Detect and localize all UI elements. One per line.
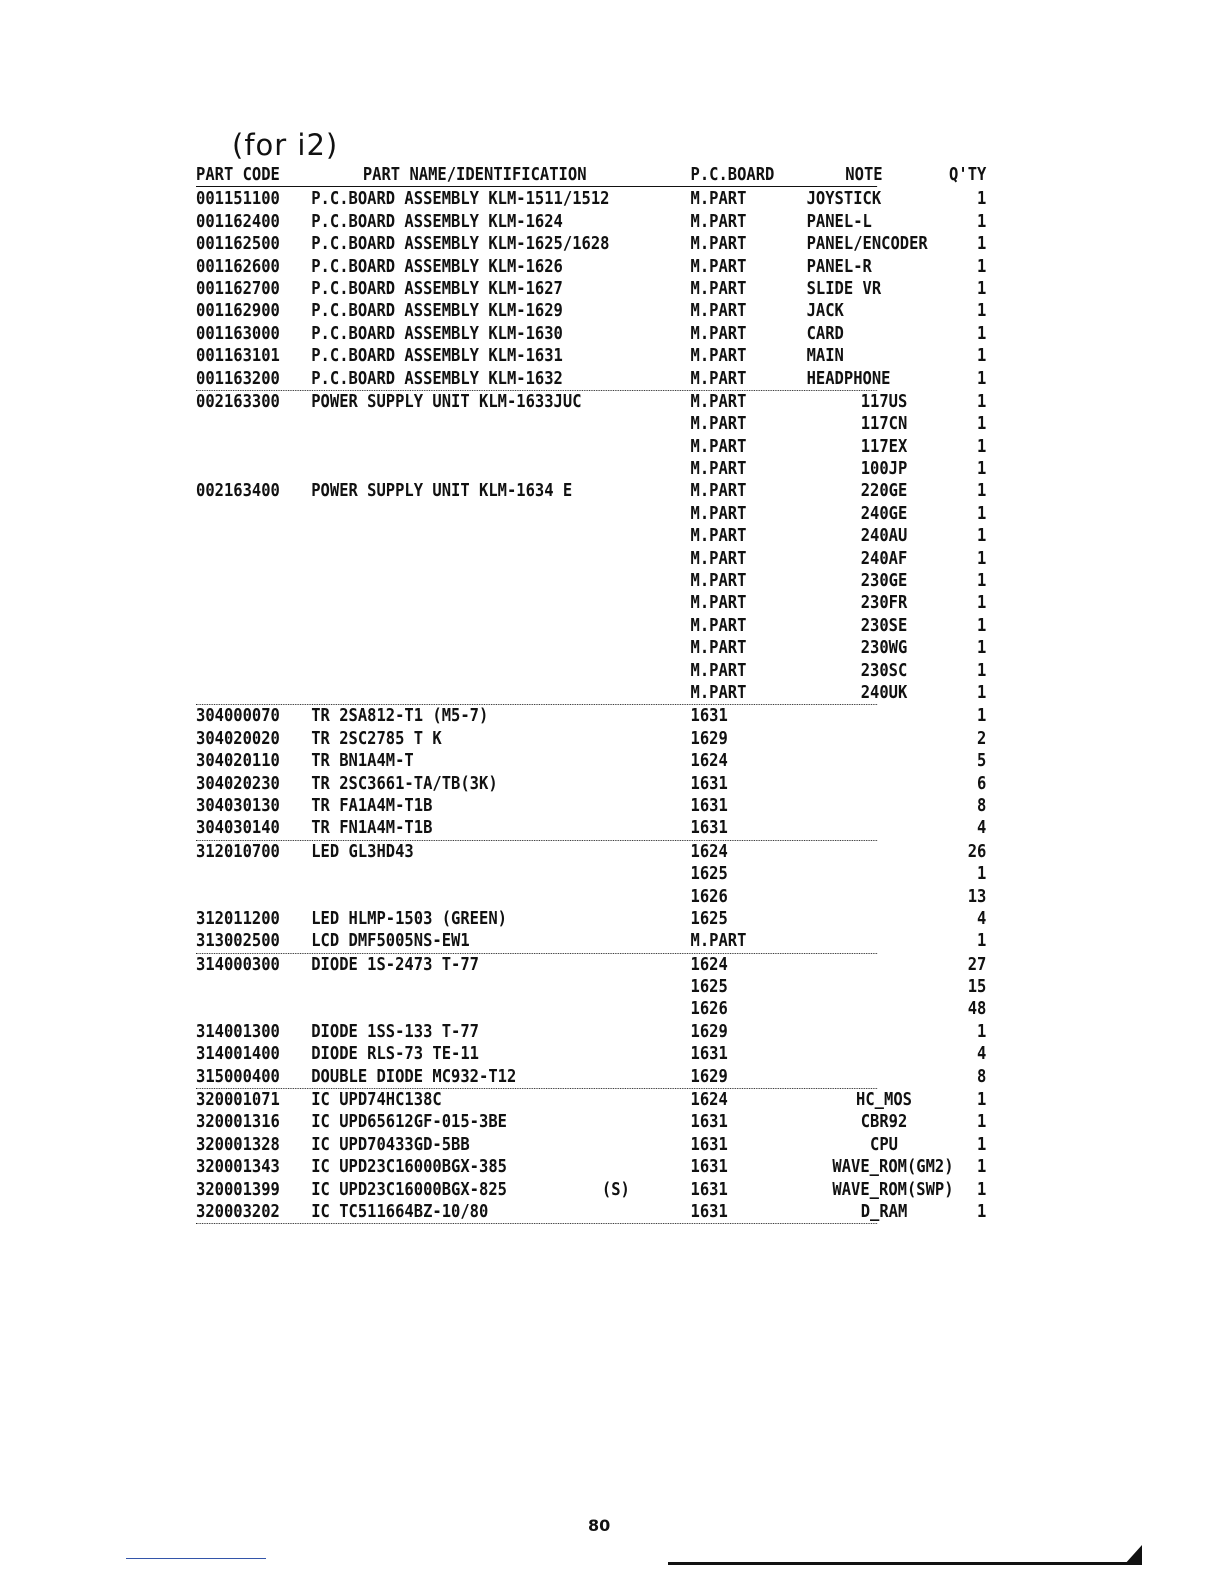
qty-cell: 1 (977, 435, 987, 457)
part-code-cell: 001163000 (196, 322, 280, 344)
table-row (196, 681, 987, 705)
part-name-cell: TR FA1A4M-T1B (311, 794, 433, 816)
qty-cell: 1 (977, 863, 987, 885)
part-code-cell: 320001399 (196, 1178, 280, 1200)
qty-cell: 8 (977, 1065, 987, 1087)
part-code-cell: 312011200 (196, 907, 280, 929)
part-name-cell: DIODE 1SS-133 T-77 (311, 1020, 480, 1042)
qty-cell: 8 (977, 794, 987, 816)
part-name-cell: P.C.BOARD ASSEMBLY KLM-1631 (311, 345, 563, 367)
qty-cell: 1 (977, 367, 987, 389)
qty-cell: 13 (967, 885, 987, 907)
note-cell: HEADPHONE (806, 367, 891, 389)
note-cell: SLIDE VR (806, 277, 882, 299)
qty-cell: 1 (977, 659, 987, 681)
part-name-cell: TR FN1A4M-T1B (311, 817, 433, 839)
qty-cell: 1 (977, 458, 987, 480)
table-row (196, 1020, 987, 1043)
part-code-cell: 304030130 (196, 794, 280, 816)
qty-cell: 1 (977, 705, 987, 727)
note-cell: PANEL-L (806, 210, 872, 232)
pc-board-cell: M.PART (690, 367, 747, 389)
pc-board-cell: M.PART (690, 188, 747, 210)
qty-cell: 4 (977, 817, 987, 839)
table-row (196, 188, 987, 210)
qty-cell: 1 (977, 300, 987, 322)
qty-cell: 1 (977, 322, 987, 344)
table-row (196, 367, 987, 391)
pc-board-cell: 1631 (690, 817, 728, 839)
pc-board-cell: M.PART (690, 659, 747, 681)
pc-board-cell: M.PART (690, 637, 747, 659)
note-cell: 230WG (860, 637, 908, 659)
part-name-cell: LCD DMF5005NS-EW1 (311, 930, 470, 952)
table-row (196, 794, 987, 817)
table-row (196, 750, 987, 772)
note-cell: JOYSTICK (806, 188, 882, 210)
qty-cell: 1 (977, 390, 987, 412)
pc-board-cell: 1631 (690, 1111, 728, 1133)
pc-board-cell: 1631 (690, 794, 728, 816)
qty-cell: 1 (977, 570, 987, 592)
note-cell: 117EX (860, 435, 908, 457)
note-cell: 240GE (860, 502, 908, 524)
qty-cell: 1 (977, 480, 987, 502)
header-note: NOTE (845, 164, 883, 185)
pc-board-cell: 1629 (690, 1020, 728, 1042)
part-name-cell: IC UPD65612GF-015-3BE (311, 1111, 507, 1133)
footer-rule-left (126, 1558, 266, 1559)
note-cell: D_RAM (860, 1200, 908, 1222)
table-row (196, 458, 987, 480)
part-code-cell: 312010700 (196, 840, 280, 862)
pc-board-cell: 1631 (690, 1156, 728, 1178)
table-row (196, 930, 987, 953)
table-row (196, 502, 987, 525)
pc-board-cell: M.PART (690, 525, 747, 547)
note-cell: CPU (870, 1133, 898, 1155)
qty-cell: 15 (967, 976, 987, 998)
table-header (196, 164, 987, 187)
part-code-cell: 304020020 (196, 727, 280, 749)
pc-board-cell: M.PART (690, 390, 747, 412)
part-name-cell: P.C.BOARD ASSEMBLY KLM-1511/1512 (311, 188, 610, 210)
note-cell: 100JP (860, 458, 908, 480)
part-code-cell: 001151100 (196, 188, 280, 210)
part-code-cell: 304020110 (196, 750, 280, 772)
pc-board-cell: 1624 (690, 840, 728, 862)
note-cell: CARD (806, 322, 844, 344)
qty-cell: 1 (977, 1020, 987, 1042)
pc-board-cell: M.PART (690, 480, 747, 502)
table-row (196, 1065, 987, 1089)
qty-cell: 1 (977, 930, 987, 952)
table-row (196, 727, 987, 750)
qty-cell: 1 (977, 255, 987, 277)
pc-board-cell: 1631 (690, 772, 728, 794)
qty-cell: 27 (967, 953, 987, 975)
pc-board-cell: M.PART (690, 413, 747, 435)
note-cell: PANEL/ENCODER (806, 233, 928, 255)
note-cell: CBR92 (860, 1111, 908, 1133)
pc-board-cell: 1625 (690, 863, 728, 885)
note-cell: WAVE_ROM(SWP) (832, 1178, 954, 1200)
note-cell: 117US (860, 390, 908, 412)
pc-board-cell: M.PART (690, 614, 747, 636)
qty-cell: 1 (977, 1089, 987, 1111)
note-cell: 117CN (860, 413, 908, 435)
part-code-cell: 001163200 (196, 367, 280, 389)
table-row (196, 547, 987, 570)
part-name-cell: DIODE 1S-2473 T-77 (311, 953, 480, 975)
note-cell: 240AF (860, 547, 908, 569)
part-code-cell: 320001071 (196, 1089, 280, 1111)
note-cell: HC_MOS (856, 1089, 912, 1111)
table-row (196, 345, 987, 367)
table-row (196, 659, 987, 682)
pc-board-cell: 1631 (690, 1043, 728, 1065)
part-code-cell: 001162500 (196, 233, 280, 255)
note-cell: PANEL-R (806, 255, 872, 277)
page-number: 80 (588, 1516, 611, 1535)
part-name-cell: TR 2SC2785 T K (311, 727, 442, 749)
qty-cell: 2 (977, 727, 987, 749)
table-row (196, 592, 987, 614)
part-code-cell: 001162700 (196, 277, 280, 299)
part-code-cell: 320001316 (196, 1111, 280, 1133)
pc-board-cell: 1631 (690, 1178, 728, 1200)
qty-cell: 1 (977, 1111, 987, 1133)
part-name-cell: DIODE RLS-73 TE-11 (311, 1043, 480, 1065)
part-code-cell: 320001328 (196, 1133, 280, 1155)
pc-board-cell: M.PART (690, 547, 747, 569)
part-name-cell: P.C.BOARD ASSEMBLY KLM-1627 (311, 277, 563, 299)
note-cell: 240AU (860, 525, 908, 547)
qty-cell: 1 (977, 637, 987, 659)
part-code-cell: 304000070 (196, 705, 280, 727)
part-code-cell: 320001343 (196, 1156, 280, 1178)
section-title: (for i2) (232, 128, 339, 162)
pc-board-cell: 1624 (690, 1089, 728, 1111)
part-code-cell: 304030140 (196, 817, 280, 839)
part-code-cell: 304020230 (196, 772, 280, 794)
part-code-cell: 313002500 (196, 930, 280, 952)
table-row (196, 863, 987, 885)
table-row (196, 480, 987, 502)
pc-board-cell: 1625 (690, 976, 728, 998)
table-row (196, 1111, 987, 1133)
part-name-cell: IC UPD23C16000BGX-385 (311, 1156, 507, 1178)
pc-board-cell: M.PART (690, 435, 747, 457)
pc-board-cell: 1629 (690, 1065, 728, 1087)
qty-cell: 1 (977, 1156, 987, 1178)
part-name-cell: LED HLMP-1503 (GREEN) (311, 907, 507, 929)
pc-board-cell: M.PART (690, 930, 747, 952)
table-row (196, 817, 987, 840)
parts-table (196, 164, 988, 1224)
table-row (196, 614, 987, 637)
table-row (196, 435, 987, 458)
pc-board-cell: 1626 (690, 998, 728, 1020)
qty-cell: 4 (977, 1043, 987, 1065)
note-cell: 230SC (860, 659, 908, 681)
footer-rule-right (668, 1562, 1140, 1565)
pc-board-cell: M.PART (690, 210, 747, 232)
pc-board-cell: M.PART (690, 458, 747, 480)
part-name-cell: P.C.BOARD ASSEMBLY KLM-1632 (311, 367, 563, 389)
table-row (196, 1178, 987, 1201)
table-row (196, 976, 987, 998)
part-code-cell: 314001300 (196, 1020, 280, 1042)
note-cell: 240UK (860, 681, 908, 703)
qty-cell: 1 (977, 1133, 987, 1155)
table-row (196, 953, 987, 976)
qty-cell: 1 (977, 592, 987, 614)
header-pc-board: P.C.BOARD (690, 164, 775, 185)
part-name-cell: IC UPD74HC138C (311, 1089, 442, 1111)
table-row (196, 525, 987, 547)
part-mark-cell: (S) (601, 1178, 630, 1200)
note-cell: WAVE_ROM(GM2) (832, 1156, 954, 1178)
qty-cell: 1 (977, 502, 987, 524)
part-name-cell: TR 2SA812-T1 (M5-7) (311, 705, 489, 727)
table-row (196, 233, 987, 255)
footer-wedge (1124, 1545, 1142, 1565)
qty-cell: 1 (977, 1200, 987, 1222)
table-row (196, 637, 987, 659)
pc-board-cell: 1624 (690, 750, 728, 772)
table-row (196, 998, 987, 1020)
qty-cell: 1 (977, 210, 987, 232)
part-name-cell: POWER SUPPLY UNIT KLM-1634 E (311, 480, 573, 502)
part-name-cell: P.C.BOARD ASSEMBLY KLM-1626 (311, 255, 563, 277)
table-row (196, 1200, 987, 1224)
note-cell: 230SE (860, 614, 908, 636)
part-name-cell: POWER SUPPLY UNIT KLM-1633JUC (311, 390, 582, 412)
header-qty: Q'TY (949, 164, 987, 185)
qty-cell: 1 (977, 525, 987, 547)
qty-cell: 1 (977, 614, 987, 636)
part-name-cell: P.C.BOARD ASSEMBLY KLM-1630 (311, 322, 563, 344)
part-name-cell: P.C.BOARD ASSEMBLY KLM-1625/1628 (311, 233, 610, 255)
table-row (196, 210, 987, 233)
qty-cell: 48 (967, 998, 987, 1020)
pc-board-cell: 1626 (690, 885, 728, 907)
pc-board-cell: M.PART (690, 300, 747, 322)
note-cell: JACK (806, 300, 844, 322)
part-name-cell: IC UPD70433GD-5BB (311, 1133, 470, 1155)
part-code-cell: 002163300 (196, 390, 280, 412)
table-row (196, 705, 987, 727)
pc-board-cell: M.PART (690, 277, 747, 299)
qty-cell: 1 (977, 547, 987, 569)
part-name-cell: P.C.BOARD ASSEMBLY KLM-1624 (311, 210, 563, 232)
table-row (196, 255, 987, 278)
qty-cell: 1 (977, 345, 987, 367)
qty-cell: 1 (977, 681, 987, 703)
part-name-cell: IC TC511664BZ-10/80 (311, 1200, 489, 1222)
pc-board-cell: 1625 (690, 907, 728, 929)
qty-cell: 1 (977, 1178, 987, 1200)
qty-cell: 4 (977, 907, 987, 929)
table-body (196, 188, 988, 1224)
part-code-cell: 315000400 (196, 1065, 280, 1087)
qty-cell: 5 (977, 750, 987, 772)
table-row (196, 322, 987, 345)
table-row (196, 907, 987, 930)
qty-cell: 1 (977, 413, 987, 435)
table-row (196, 772, 987, 795)
pc-board-cell: M.PART (690, 502, 747, 524)
pc-board-cell: M.PART (690, 592, 747, 614)
part-code-cell: 320003202 (196, 1200, 280, 1222)
table-row (196, 300, 987, 322)
part-code-cell: 314000300 (196, 953, 280, 975)
part-code-cell: 001162600 (196, 255, 280, 277)
pc-board-cell: 1631 (690, 1200, 728, 1222)
pc-board-cell: M.PART (690, 255, 747, 277)
pc-board-cell: M.PART (690, 345, 747, 367)
header-part-name: PART NAME/IDENTIFICATION (362, 164, 587, 185)
part-name-cell: IC UPD23C16000BGX-825 (311, 1178, 507, 1200)
pc-board-cell: M.PART (690, 233, 747, 255)
qty-cell: 1 (977, 233, 987, 255)
part-code-cell: 001162400 (196, 210, 280, 232)
table-row (196, 1156, 987, 1178)
table-row (196, 840, 987, 863)
table-row (196, 413, 987, 435)
part-name-cell: TR BN1A4M-T (311, 750, 414, 772)
part-code-cell: 001163101 (196, 345, 280, 367)
table-row (196, 1089, 987, 1111)
qty-cell: 1 (977, 188, 987, 210)
table-row (196, 390, 987, 413)
pc-board-cell: M.PART (690, 570, 747, 592)
part-name-cell: DOUBLE DIODE MC932-T12 (311, 1065, 517, 1087)
part-code-cell: 001162900 (196, 300, 280, 322)
table-row (196, 885, 987, 908)
pc-board-cell: 1629 (690, 727, 728, 749)
header-part-code: PART CODE (196, 164, 280, 185)
pc-board-cell: M.PART (690, 681, 747, 703)
note-cell: 230GE (860, 570, 908, 592)
part-name-cell: LED GL3HD43 (311, 840, 414, 862)
note-cell: MAIN (806, 345, 844, 367)
table-row (196, 570, 987, 592)
qty-cell: 26 (967, 840, 987, 862)
qty-cell: 1 (977, 277, 987, 299)
pc-board-cell: 1624 (690, 953, 728, 975)
part-code-cell: 314001400 (196, 1043, 280, 1065)
table-row (196, 1133, 987, 1156)
pc-board-cell: M.PART (690, 322, 747, 344)
pc-board-cell: 1631 (690, 1133, 728, 1155)
note-cell: 220GE (860, 480, 908, 502)
table-row (196, 277, 987, 300)
table-row (196, 1043, 987, 1065)
note-cell: 230FR (860, 592, 908, 614)
pc-board-cell: 1631 (690, 705, 728, 727)
part-name-cell: TR 2SC3661-TA/TB(3K) (311, 772, 498, 794)
part-code-cell: 002163400 (196, 480, 280, 502)
qty-cell: 6 (977, 772, 987, 794)
part-name-cell: P.C.BOARD ASSEMBLY KLM-1629 (311, 300, 563, 322)
